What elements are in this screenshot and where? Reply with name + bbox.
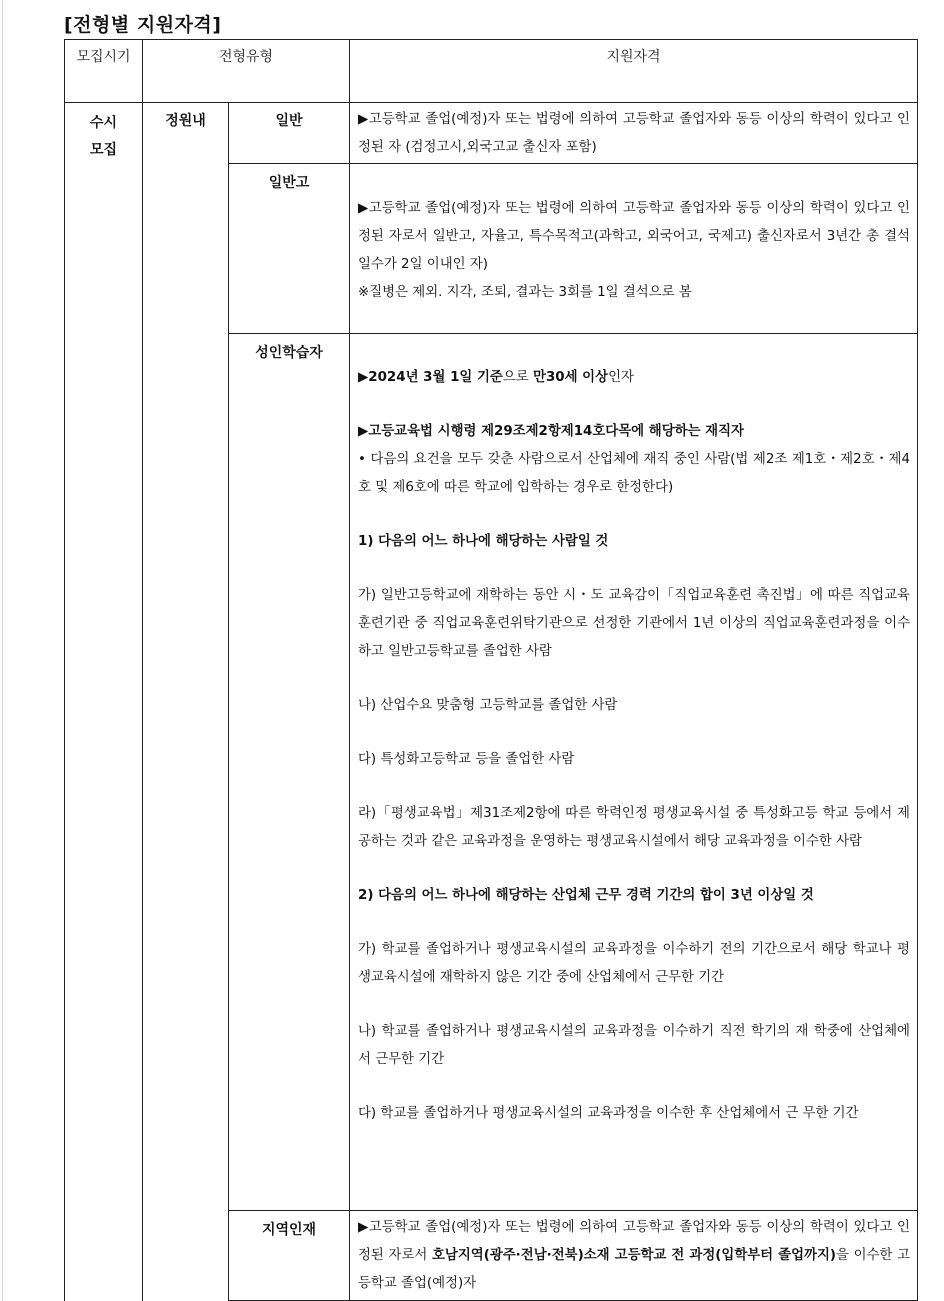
adult-age-mid: 으로 xyxy=(502,370,534,385)
header-recruit-period: 모집시기 xyxy=(76,49,131,65)
adult-age-tail: 인자 xyxy=(608,370,634,385)
period-line1: 수시 xyxy=(89,115,118,131)
regional-qualification xyxy=(358,1214,910,1298)
adult-law-description: • 다음의 요건을 모두 갖춘 사람으로서 산업체에 재직 중인 사람(법 제2조 제1호・제2호・제4호 및 제6호에 따른 학교에 입학하는 경우로 한정한다) xyxy=(358,452,910,495)
requirement-1-a: 가) 일반고등학교에 재학하는 동안 시・도 교육감이「직업교육훈련 촉진법」에 따른 직업교육훈련기관 중 직업교육훈련위탁기관으로 선정한 기관에서 1년 이상의 직업교육훈련과정을 이수하고 일반고등학교를 졸업한 사람 xyxy=(358,588,910,659)
table-right-border xyxy=(917,39,918,1301)
page-margin-line xyxy=(2,0,3,1301)
table-top-border xyxy=(64,39,918,40)
general-hs-qualification xyxy=(358,195,910,307)
type-general: 일반 xyxy=(275,113,303,129)
general-text: ▶고등학교 졸업(예정)자 또는 법령에 의하여 고등학교 졸업자와 동등 이상의 학력이 있다고 인정된 자 (검정고시,외국고교 출신자 포함) xyxy=(358,112,910,155)
general-hs-text: ▶고등학교 졸업(예정)자 또는 법령에 의하여 고등학교 졸업자와 동등 이상의 학력이 있다고 인정된 자로서 일반고, 자율고, 특수목적고(과학고, 외국어고, 국제고) 출신자로서 3년간 총 결석일수가 2일 이내인 자) xyxy=(358,201,910,272)
requirement-1-d: 라)「평생교육법」제31조제2항에 따른 학력인정 평생교육시설 중 특성화고등 학교 등에서 제공하는 것과 같은 교육과정을 운영하는 평생교육시설에서 해당 교육과정을 이수한 사람 xyxy=(358,806,910,849)
regional-text-a: ▶고등학교 졸업(예정)자 또는 법령에 의하여 고등학교 졸업자와 동등 이상의 학력이 있다고 인정된 자로서 xyxy=(358,1220,910,1263)
period-line2: 모집 xyxy=(89,142,118,158)
table-left-border xyxy=(64,39,65,1301)
regional-text-b: 을 이수한 고등학교 졸업(예정)자 xyxy=(358,1248,910,1291)
requirement-2-b: 나) 학교를 졸업하거나 평생교육시설의 교육과정을 이수하기 직전 학기의 재 학중에 산업체에서 근무한 기간 xyxy=(358,1024,910,1067)
requirement-2-a: 가) 학교를 졸업하거나 평생교육시설의 교육과정을 이수하기 전의 기간으로서 해당 학교나 평생교육시설에 재학하지 않은 기간 중에 산업체에서 근무한 기간 xyxy=(358,942,910,985)
row-divider xyxy=(228,163,918,164)
adult-age-bold: ▶2024년 3월 1일 기준 xyxy=(358,370,503,385)
adult-qualification xyxy=(358,364,910,1128)
recruit-period-cell xyxy=(65,110,142,164)
requirement-2-heading: 2) 다음의 어느 하나에 해당하는 산업체 근무 경력 기간의 합이 3년 이상일 것 xyxy=(358,888,814,903)
type-adult-learner: 성인학습자 xyxy=(255,345,323,361)
header-admission-type: 전형유형 xyxy=(218,49,274,65)
row-divider xyxy=(228,1210,918,1211)
adult-law-heading: ▶고등교육법 시행령 제29조제2항제14호다목에 해당하는 재직자 xyxy=(358,424,744,439)
column-divider xyxy=(349,39,350,1301)
requirement-1-heading: 1) 다음의 어느 하나에 해당하는 사람일 것 xyxy=(358,534,609,549)
page-title: [전형별 지원자격] xyxy=(64,14,222,36)
adult-age-requirement xyxy=(358,364,910,392)
column-divider xyxy=(228,102,229,1301)
quota-cell: 정원내 xyxy=(165,113,206,129)
row-divider xyxy=(228,333,918,334)
requirement-1-c: 다) 특성화고등학교 등을 졸업한 사람 xyxy=(358,752,575,767)
regional-text-bold: 호남지역(광주·전남·전북)소재 고등학교 전 과정(입학부터 졸업까지) xyxy=(431,1248,837,1263)
header-qualification: 지원자격 xyxy=(606,49,661,65)
type-regional-talent: 지역인재 xyxy=(261,1222,317,1238)
general-qualification xyxy=(358,106,910,162)
requirement-1-b: 나) 산업수요 맞춤형 고등학교를 졸업한 사람 xyxy=(358,698,618,713)
type-general-hs: 일반고 xyxy=(268,175,310,191)
column-divider xyxy=(142,39,143,1301)
regional-text xyxy=(358,1214,910,1298)
adult-age-bold2: 만30세 이상 xyxy=(533,370,609,385)
header-bottom-border xyxy=(64,102,918,103)
general-hs-note: ※질병은 제외. 지각, 조퇴, 결과는 3회를 1일 결석으로 봄 xyxy=(358,285,692,300)
requirement-2-c: 다) 학교를 졸업하거나 평생교육시설의 교육과정을 이수한 후 산업체에서 근 무한 기간 xyxy=(358,1106,859,1121)
